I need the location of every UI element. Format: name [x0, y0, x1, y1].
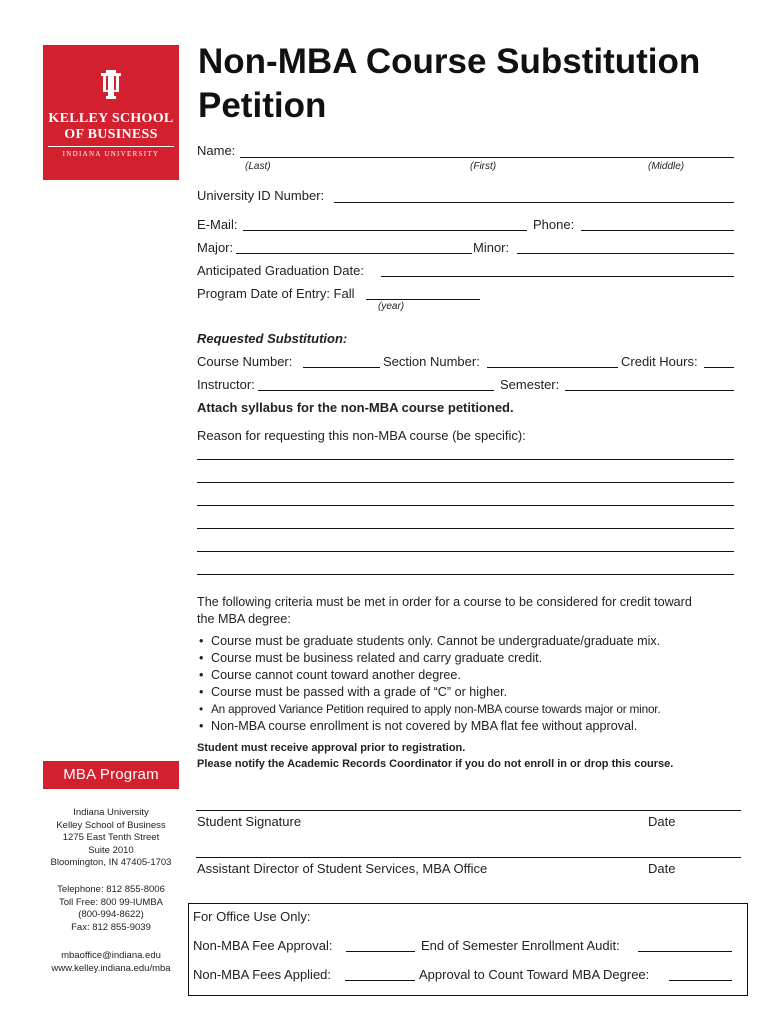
criteria-item: • An approved Variance Petition required to apply non-MBA course towards major or minor. — [197, 701, 660, 718]
grad-date-label: Anticipated Graduation Date: — [197, 263, 364, 278]
assistant-signature-line[interactable] — [196, 857, 741, 858]
section-number-label: Section Number: — [383, 354, 480, 369]
address-line: Indiana University — [73, 807, 149, 818]
iu-trident-icon — [94, 67, 128, 101]
phone-line: (800-994-8622) — [78, 909, 144, 920]
mba-program-banner: MBA Program — [43, 761, 179, 789]
phone-field[interactable] — [581, 230, 734, 231]
reason-line[interactable] — [197, 482, 734, 483]
address-line: Kelley School of Business — [56, 819, 166, 831]
last-caption: (Last) — [245, 161, 271, 172]
reason-line[interactable] — [197, 459, 734, 460]
criteria-item: • Course cannot count toward another degree. — [197, 667, 660, 684]
sidebar-phones — [40, 884, 182, 934]
fees-applied-field[interactable] — [345, 980, 415, 981]
assistant-date-label: Date — [648, 861, 676, 876]
student-date-label: Date — [648, 814, 676, 829]
phone-line: Fax: 812 855-9039 — [71, 921, 151, 933]
university-id-field[interactable] — [334, 202, 734, 203]
approval-note: Student must receive approval prior to registration. — [197, 742, 466, 754]
phone-line: Telephone: 812 855-8006 — [57, 884, 165, 895]
minor-field[interactable] — [517, 253, 734, 254]
name-label: Name: — [197, 143, 236, 158]
email-field[interactable] — [243, 230, 527, 231]
website-link[interactable]: www.kelley.indiana.edu/mba — [51, 962, 171, 974]
address-line: 1275 East Tenth Street — [62, 832, 160, 843]
email-link[interactable]: mbaoffice@indiana.edu — [61, 950, 161, 961]
email-label: E-Mail: — [197, 217, 238, 232]
approval-count-field[interactable] — [669, 980, 732, 981]
program-entry-field[interactable] — [366, 299, 480, 300]
middle-caption: (Middle) — [648, 161, 685, 172]
phone-label: Phone: — [533, 217, 575, 232]
sidebar-web — [40, 950, 182, 975]
name-field[interactable] — [240, 157, 734, 158]
reason-line[interactable] — [197, 528, 734, 529]
criteria-intro-2: the MBA degree: — [197, 612, 291, 626]
logo-line-3: INDIANA UNIVERSITY — [62, 150, 160, 158]
criteria-item: • Non-MBA course enrollment is not covered by MBA flat fee without approval. — [197, 718, 660, 735]
credit-hours-label: Credit Hours: — [621, 354, 698, 369]
fee-approval-label: Non-MBA Fee Approval: — [193, 938, 333, 953]
course-number-label: Course Number: — [197, 354, 293, 369]
criteria-item: • Course must be business related and carry graduate credit. — [197, 650, 660, 667]
fees-applied-label: Non-MBA Fees Applied: — [193, 967, 332, 982]
major-field[interactable] — [236, 253, 472, 254]
minor-label: Minor: — [473, 240, 510, 255]
substitution-heading: Requested Substitution: — [197, 331, 348, 346]
reason-label: Reason for requesting this non-MBA course (be specific): — [197, 428, 526, 443]
program-entry-label: Program Date of Entry: Fall — [197, 286, 355, 301]
instructor-label: Instructor: — [197, 377, 255, 392]
logo-divider — [48, 146, 174, 147]
criteria-list — [197, 633, 660, 735]
end-semester-field[interactable] — [638, 951, 732, 952]
reason-line[interactable] — [197, 551, 734, 552]
reason-line[interactable] — [197, 574, 734, 575]
criteria-item: • Course must be graduate students only. Cannot be undergraduate/graduate mix. — [197, 633, 660, 650]
office-use-heading: For Office Use Only: — [193, 909, 311, 924]
kelley-logo — [43, 45, 179, 180]
grad-date-field[interactable] — [381, 276, 734, 277]
address-line: Bloomington, IN 47405-1703 — [50, 857, 172, 868]
assistant-signature-label: Assistant Director of Student Services, MBA Office — [197, 861, 488, 876]
end-semester-label: End of Semester Enrollment Audit: — [421, 938, 620, 953]
fee-approval-field[interactable] — [346, 951, 415, 952]
reason-line[interactable] — [197, 505, 734, 506]
sidebar-address — [40, 807, 182, 870]
phone-line: Toll Free: 800 99-IUMBA — [58, 896, 163, 908]
approval-count-label: Approval to Count Toward MBA Degree: — [419, 967, 650, 982]
enroll-note: Please notify the Academic Records Coordinator if you do not enroll in or drop this course. — [197, 758, 674, 770]
first-caption: (First) — [470, 161, 497, 172]
logo-line-2: OF BUSINESS — [64, 127, 158, 142]
semester-label: Semester: — [500, 377, 560, 392]
major-label: Major: — [197, 240, 234, 255]
credit-hours-field[interactable] — [704, 367, 734, 368]
student-signature-label: Student Signature — [197, 814, 302, 829]
student-signature-line[interactable] — [196, 810, 741, 811]
section-number-field[interactable] — [487, 367, 618, 368]
logo-line-1: KELLEY SCHOOL — [48, 111, 174, 126]
year-caption: (year) — [378, 301, 405, 312]
address-line: Suite 2010 — [88, 844, 134, 856]
semester-field[interactable] — [565, 390, 734, 391]
attach-syllabus-note: Attach syllabus for the non-MBA course petitioned. — [197, 400, 514, 415]
instructor-field[interactable] — [258, 390, 494, 391]
page-title: Non-MBA Course Substitution Petition — [198, 42, 701, 125]
criteria-item: • Course must be passed with a grade of “C” or higher. — [197, 684, 660, 701]
course-number-field[interactable] — [303, 367, 380, 368]
criteria-intro-1: The following criteria must be met in order for a course to be considered for credit toward — [197, 595, 692, 609]
university-id-label: University ID Number: — [197, 188, 325, 203]
